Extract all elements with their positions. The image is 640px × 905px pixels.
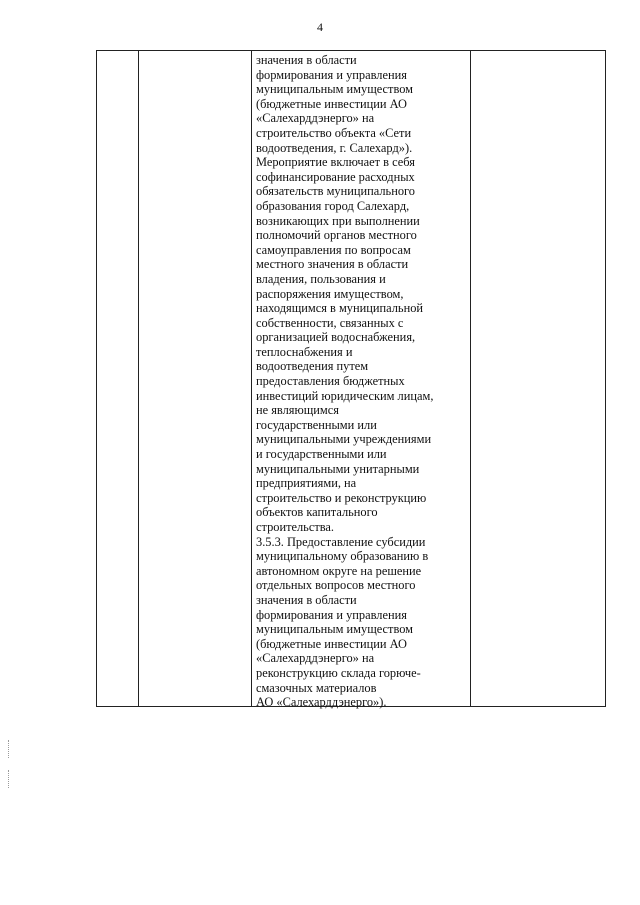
cell-text-line: полномочий органов местного (256, 228, 417, 243)
column-divider (470, 51, 471, 706)
cell-text-line: автономном округе на решение (256, 563, 422, 578)
cell-text-line: объектов капитального (256, 505, 378, 520)
cell-text-line: значения в области (256, 592, 357, 607)
measure-description-cell (256, 53, 468, 710)
cell-text-line: инвестиций юридическим лицам, (256, 388, 434, 403)
cell-text-line: «Салехарддэнерго» на (256, 651, 375, 666)
cell-text-line: формирования и управления (256, 607, 407, 622)
cell-text-line: строительства. (256, 520, 335, 534)
cell-text-line: 3.5.3. Предоставление субсидии (256, 534, 426, 549)
cell-text-line: собственности, связанных с (256, 315, 404, 330)
cell-text-line: строительство и реконструкцию (256, 490, 427, 505)
cell-text-line: предприятиями, на (256, 476, 357, 491)
cell-text-line: и государственными или (256, 447, 387, 462)
margin-mark (8, 740, 10, 758)
cell-text-line: местного значения в области (256, 257, 409, 272)
cell-text-line: организацией водоснабжения, (256, 330, 416, 345)
cell-text-line: обязательств муниципального (256, 184, 416, 199)
cell-text-line: реконструкцию склада горюче- (256, 665, 421, 680)
cell-text-line: муниципальными учреждениями (256, 432, 432, 447)
cell-text-line: смазочных материалов (256, 680, 377, 695)
cell-text-line: государственными или (256, 417, 377, 432)
cell-text-line: владения, пользования и (256, 271, 386, 286)
cell-text-line: значения в области (256, 53, 357, 67)
document-table (96, 50, 606, 710)
cell-text-line: самоуправления по вопросам (256, 242, 411, 257)
cell-text-line: (бюджетные инвестиции АО (256, 636, 407, 651)
cell-text-line: распоряжения имуществом, (256, 286, 404, 301)
cell-text-line: образования город Салехард, (256, 198, 410, 213)
cell-text-line: находящимся в муниципальной (256, 301, 424, 316)
cell-text-line: водоотведения, г. Салехард»). (256, 140, 413, 155)
cell-text-line: софинансирование расходных (256, 169, 415, 184)
cell-text-line: муниципальному образованию в (256, 549, 429, 564)
cell-text-line: водоотведения путем (256, 359, 369, 374)
cell-text-line: муниципальным имуществом (256, 82, 414, 97)
cell-text-line: теплоснабжения и (256, 344, 353, 359)
margin-mark (8, 770, 10, 788)
cell-text-line: муниципальным имуществом (256, 622, 414, 637)
cell-text-line: АО «Салехарддэнерго»). (256, 695, 387, 710)
cell-text-line: муниципальными унитарными (256, 461, 420, 476)
cell-text-line: Мероприятие включает в себя (256, 155, 415, 170)
column-divider (138, 51, 139, 706)
cell-text-line: возникающих при выполнении (256, 213, 420, 228)
cell-text-line: (бюджетные инвестиции АО (256, 96, 407, 111)
cell-text-line: строительство объекта «Сети (256, 125, 412, 140)
cell-text-line: не являющимся (256, 403, 339, 418)
cell-text-line: «Салехарддэнерго» на (256, 111, 375, 126)
page-number: 4 (317, 20, 323, 34)
column-divider (251, 51, 252, 706)
cell-text-line: формирования и управления (256, 67, 407, 82)
cell-text-line: предоставления бюджетных (256, 374, 405, 389)
cell-text-line: отдельных вопросов местного (256, 578, 416, 593)
